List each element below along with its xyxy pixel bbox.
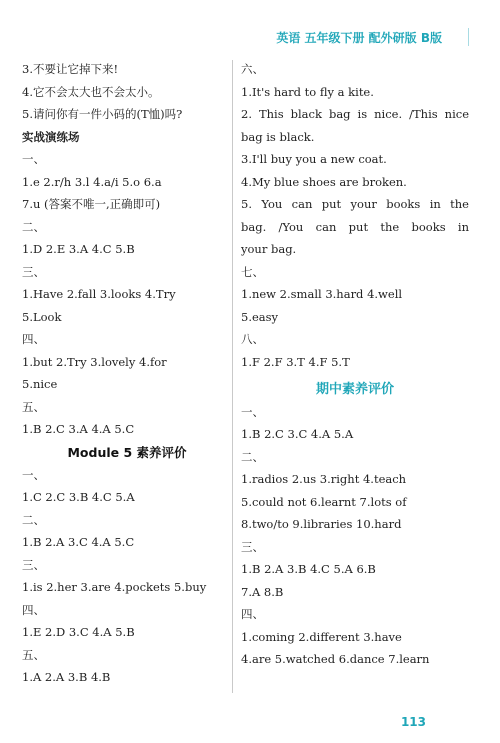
answer-line: 5.easy	[241, 309, 279, 324]
exercise-number: 六、	[241, 62, 264, 76]
answer-line: 3.I'll buy you a new coat.	[241, 152, 387, 166]
answer-line: 1.D 2.E 3.A 4.C 5.B	[22, 242, 135, 256]
exercise-number: 七、	[241, 264, 264, 279]
answer-line: 1.new 2.small 3.hard 4.well	[241, 287, 403, 301]
exercise-number: 八、	[241, 332, 264, 346]
answer-line: 5. You can put your books in the	[241, 197, 469, 211]
answer-line: 1.B 2.C 3.A 4.A 5.C	[22, 422, 135, 436]
column-divider	[232, 60, 233, 693]
right-column	[241, 62, 469, 675]
answer-line: 1.e 2.r/h 3.l 4.a/i 5.o 6.a	[22, 174, 162, 189]
answer-line: 1.A 2.A 3.B 4.B	[22, 670, 111, 684]
exercise-number: 三、	[241, 539, 264, 554]
answer-line: 5.could not 6.learnt 7.lots of	[241, 494, 407, 509]
running-header: 英语 五年级下册 配外研版 B版	[276, 31, 442, 45]
answer-line: 5.nice	[22, 377, 58, 391]
answer-line: bag. /You can put the books in	[241, 219, 469, 234]
answer-line: 2. This black bag is nice. /This nice	[241, 107, 469, 121]
answer-line: 8.two/to 9.libraries 10.hard	[241, 517, 402, 531]
answer-line: 1.B 2.C 3.C 4.A 5.A	[241, 427, 354, 441]
answer-line: 1.C 2.C 3.B 4.C 5.A	[22, 490, 135, 504]
header-accent-bar	[468, 28, 469, 46]
answer-line: 1.B 2.A 3.B 4.C 5.A 6.B	[241, 562, 376, 576]
exercise-number: 二、	[241, 449, 264, 464]
exercise-number: 五、	[22, 647, 45, 662]
section-title: 实战演练场	[22, 129, 80, 144]
answer-line: 1.Have 2.fall 3.looks 4.Try	[22, 287, 176, 301]
exercise-number: 一、	[241, 404, 264, 419]
answer-line: 1.F 2.F 3.T 4.F 5.T	[241, 354, 350, 369]
exercise-number: 四、	[22, 602, 45, 617]
answer-line: 1.radios 2.us 3.right 4.teach	[241, 472, 407, 486]
answer-line: 4.are 5.watched 6.dance 7.learn	[241, 652, 430, 666]
answer-line: 1.is 2.her 3.are 4.pockets 5.buy	[22, 580, 207, 594]
answer-line: 7.u (答案不唯一,正确即可)	[22, 197, 161, 211]
left-column	[22, 62, 232, 693]
exercise-number: 三、	[22, 557, 45, 572]
module-heading: Module 5 素养评价	[67, 444, 187, 460]
answer-line: 1.coming 2.different 3.have	[241, 629, 402, 644]
answer-line: 4.My blue shoes are broken.	[241, 174, 407, 189]
text-line: 5.请问你有一件小码的(T恤)吗?	[22, 107, 183, 121]
answer-line: 5.Look	[22, 309, 62, 324]
answer-line: bag is black.	[241, 129, 315, 144]
exercise-number: 一、	[22, 467, 45, 482]
page-number: 113	[400, 715, 426, 729]
answer-line: 1.E 2.D 3.C 4.A 5.B	[22, 625, 135, 639]
answer-line: 1.but 2.Try 3.lovely 4.for	[22, 354, 167, 369]
exercise-number: 二、	[22, 219, 45, 234]
answer-line: your bag.	[241, 242, 297, 256]
text-line: 3.不要让它掉下来!	[22, 62, 119, 76]
exercise-number: 四、	[241, 607, 264, 621]
answer-line: 7.A 8.B	[241, 584, 284, 599]
exercise-number: 五、	[22, 399, 45, 414]
exercise-number: 一、	[22, 152, 45, 166]
answer-line: 1.B 2.A 3.C 4.A 5.C	[22, 535, 135, 549]
exercise-number: 二、	[22, 512, 45, 527]
answer-line: 1.It's hard to fly a kite.	[241, 84, 374, 99]
midterm-heading: 期中素养评价	[315, 381, 394, 397]
exercise-number: 四、	[22, 332, 45, 346]
exercise-number: 三、	[22, 264, 45, 279]
text-line: 4.它不会太大也不会太小。	[22, 84, 160, 99]
